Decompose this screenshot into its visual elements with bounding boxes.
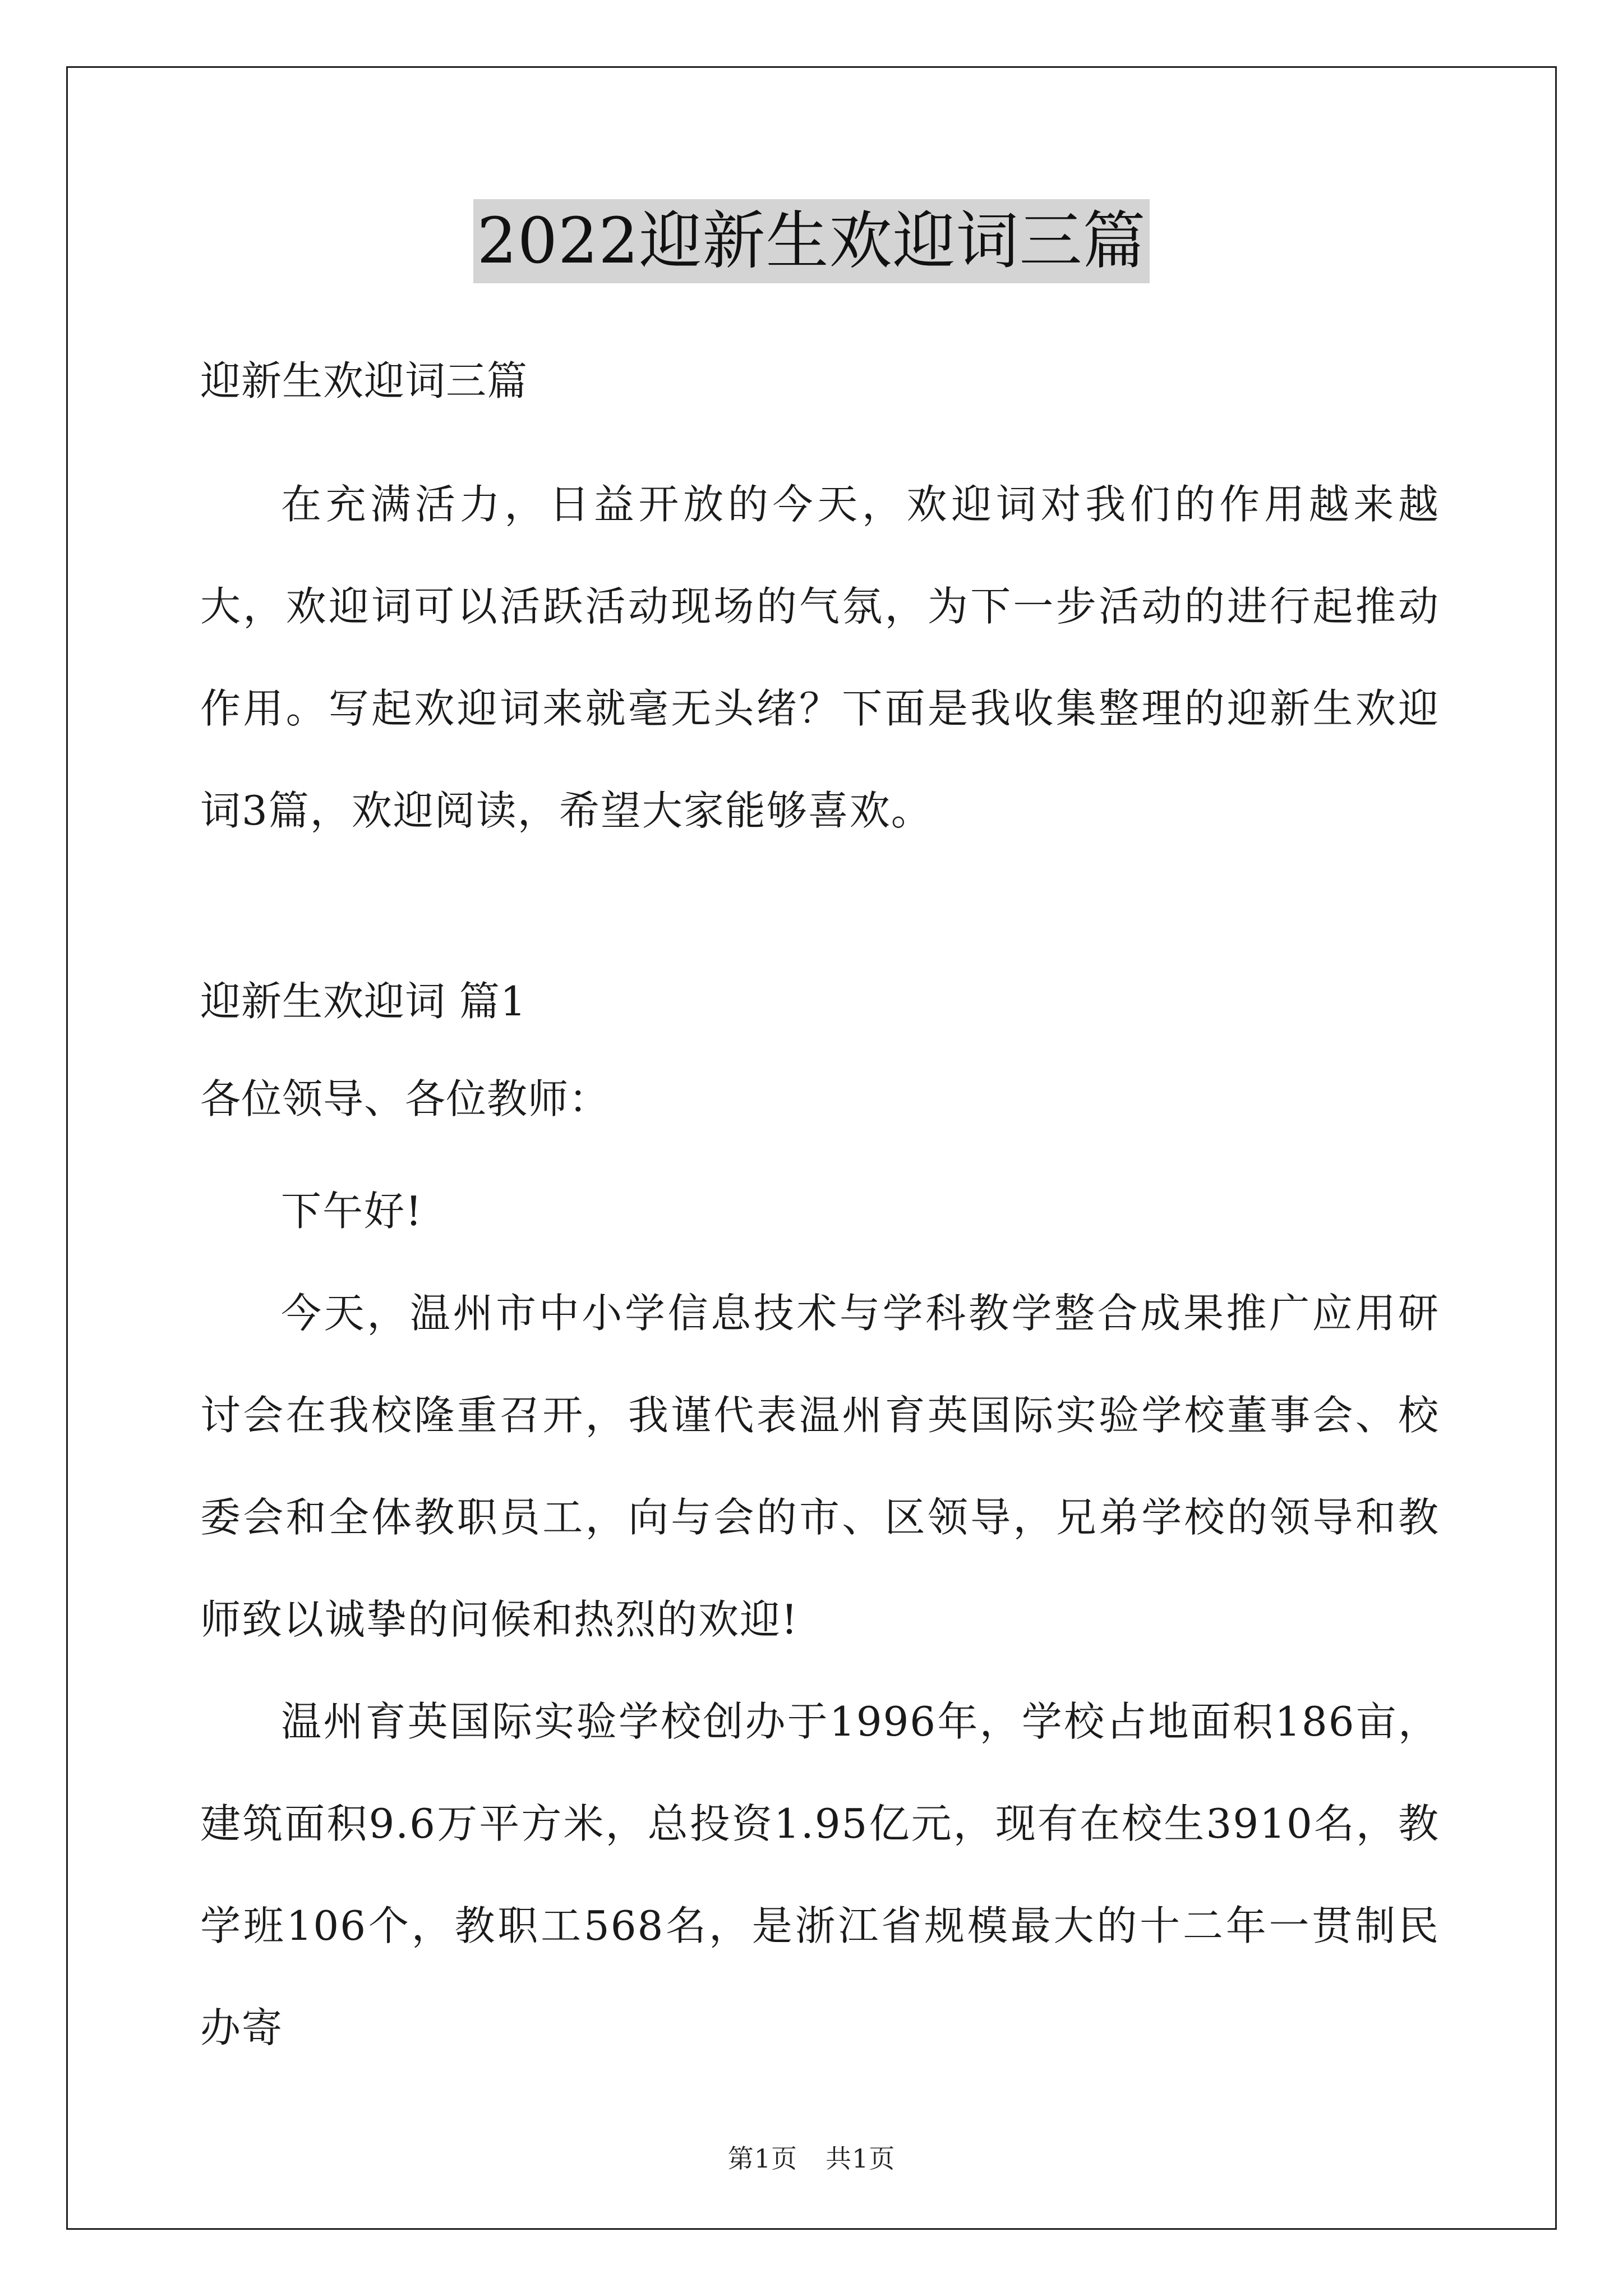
page-footer: [0, 2138, 1623, 2175]
intro-paragraph: 在充满活力，日益开放的今天，欢迎词对我们的作用越来越大，欢迎词可以活跃活动现场的气氛，为下一步活动的进行起推动作用。写起欢迎词来就毫无头绪？下面是我收集整理的迎新生欢迎词3篇，欢迎阅读，希望大家能够喜欢。: [200, 481, 1440, 834]
salutation: 各位领导、各位教师：: [200, 1075, 610, 1122]
page-number: 第1页: [727, 2143, 797, 2174]
greeting: 下午好!: [281, 1188, 423, 1235]
page-total: 共1页: [826, 2143, 896, 2174]
document-title: 2022迎新生欢迎词三篇: [473, 199, 1149, 283]
title-block: [0, 199, 1623, 283]
document-body: [200, 337, 1440, 2079]
body-paragraph-2: 温州育英国际实验学校创办于1996年，学校占地面积186亩，建筑面积9.6万平方米，总投资1.95亿元，现有在校生3910名，教学班106个，教职工568名，是浙江省规模最大的十二年一贯制民办寄: [200, 1698, 1440, 2051]
body-paragraph-1: 今天，温州市中小学信息技术与学科教学整合成果推广应用研讨会在我校隆重召开，我谨代表温州育英国际实验学校董事会、校委会和全体教职员工，向与会的市、区领导，兄弟学校的领导和教师致以诚挚的问候和热烈的欢迎!: [200, 1290, 1440, 1643]
section-heading: 迎新生欢迎词 篇1: [200, 978, 527, 1025]
document-subtitle: 迎新生欢迎词三篇: [200, 357, 528, 404]
